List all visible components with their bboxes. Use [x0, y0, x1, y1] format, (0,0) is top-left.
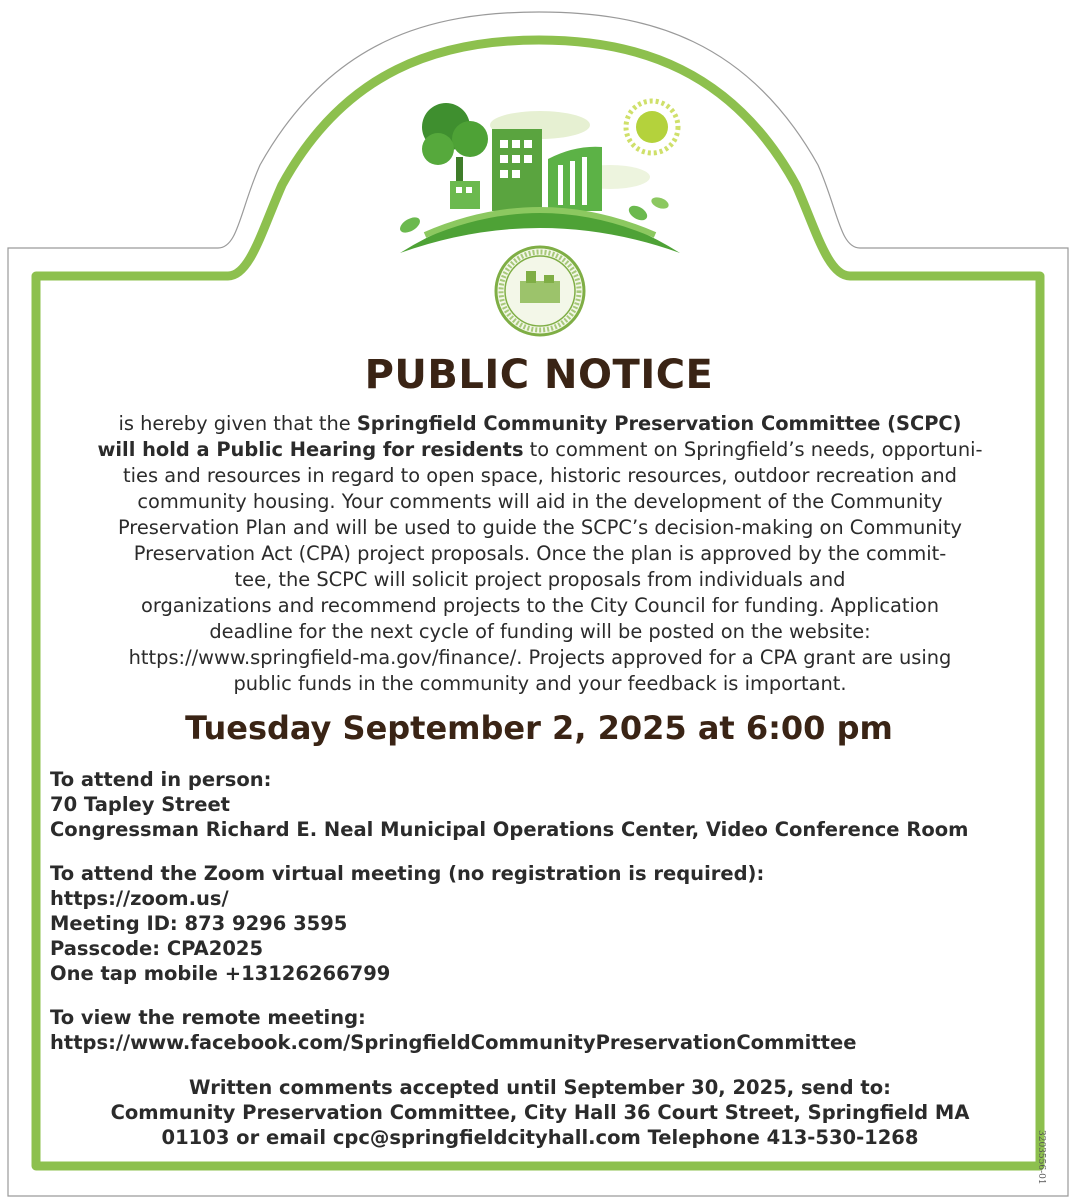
body-line: public funds in the community and your feedback is important.	[233, 672, 847, 695]
attendance-details	[50, 767, 1040, 1074]
footer-line: 01103 or email cpc@springfieldcityhall.com Telephone 413-530-1268	[161, 1126, 919, 1149]
green-city-illustration	[380, 85, 700, 345]
zoom-section	[50, 861, 1040, 986]
notice-body	[46, 411, 1034, 697]
body-text-span: to comment on Springfield’s needs, opportuni-	[523, 438, 983, 461]
body-line: organizations and recommend projects to the City Council for funding. Application	[140, 594, 940, 617]
page-title: PUBLIC NOTICE	[364, 352, 714, 398]
in-person-heading: To attend in person:	[50, 768, 272, 791]
in-person-section	[50, 767, 1040, 842]
remote-section	[50, 1005, 1040, 1055]
comments-footer	[46, 1075, 1034, 1150]
sun-icon	[626, 101, 678, 153]
footer-line: Written comments accepted until September 30, 2025, send to:	[189, 1076, 891, 1099]
street-address: 70 Tapley Street	[50, 793, 230, 816]
body-line	[46, 411, 1034, 437]
body-line: tee, the SCPC will solicit project proposals from individuals and	[234, 568, 846, 591]
body-line: ties and resources in regard to open space, historic resources, outdoor recreation and	[123, 464, 957, 487]
ad-code: 3203556-01	[1036, 1130, 1046, 1185]
venue-name: Congressman Richard E. Neal Municipal Operations Center, Video Conference Room	[50, 818, 969, 841]
zoom-link[interactable]: https://zoom.us/	[50, 887, 229, 910]
zoom-heading: To attend the Zoom virtual meeting (no registration is required):	[50, 862, 765, 885]
zoom-meeting-id: Meeting ID: 873 9296 3595	[50, 912, 348, 935]
striped-building-icon	[548, 147, 602, 211]
city-seal-emblem	[496, 247, 584, 335]
remote-heading: To view the remote meeting:	[50, 1006, 366, 1029]
hearing-emphasis: will hold a Public Hearing for residents	[97, 438, 524, 461]
body-line: deadline for the next cycle of funding will be posted on the website:	[209, 620, 871, 643]
body-line: Preservation Act (CPA) project proposals. Once the plan is approved by the commit-	[133, 542, 947, 565]
body-line: Preservation Plan and will be used to guide the SCPC’s decision-making on Community	[117, 516, 963, 539]
committee-name: Springfield Community Preservation Committee (SCPC)	[356, 412, 962, 435]
building-icon	[492, 129, 542, 211]
zoom-passcode: Passcode: CPA2025	[50, 937, 264, 960]
facebook-link[interactable]: https://www.facebook.com/SpringfieldCommunityPreservationCommittee	[50, 1031, 857, 1054]
footer-line: Community Preservation Committee, City Hall 36 Court Street, Springfield MA	[110, 1101, 970, 1124]
body-line: community housing. Your comments will aid in the development of the Community	[137, 490, 943, 513]
body-text-span: is hereby given that the	[118, 412, 357, 435]
zoom-one-tap: One tap mobile +13126266799	[50, 962, 391, 985]
hearing-date: Tuesday September 2, 2025 at 6:00 pm	[185, 709, 893, 747]
body-line	[46, 437, 1034, 463]
body-line: https://www.springfield-ma.gov/finance/. Projects approved for a CPA grant are using	[128, 646, 952, 669]
